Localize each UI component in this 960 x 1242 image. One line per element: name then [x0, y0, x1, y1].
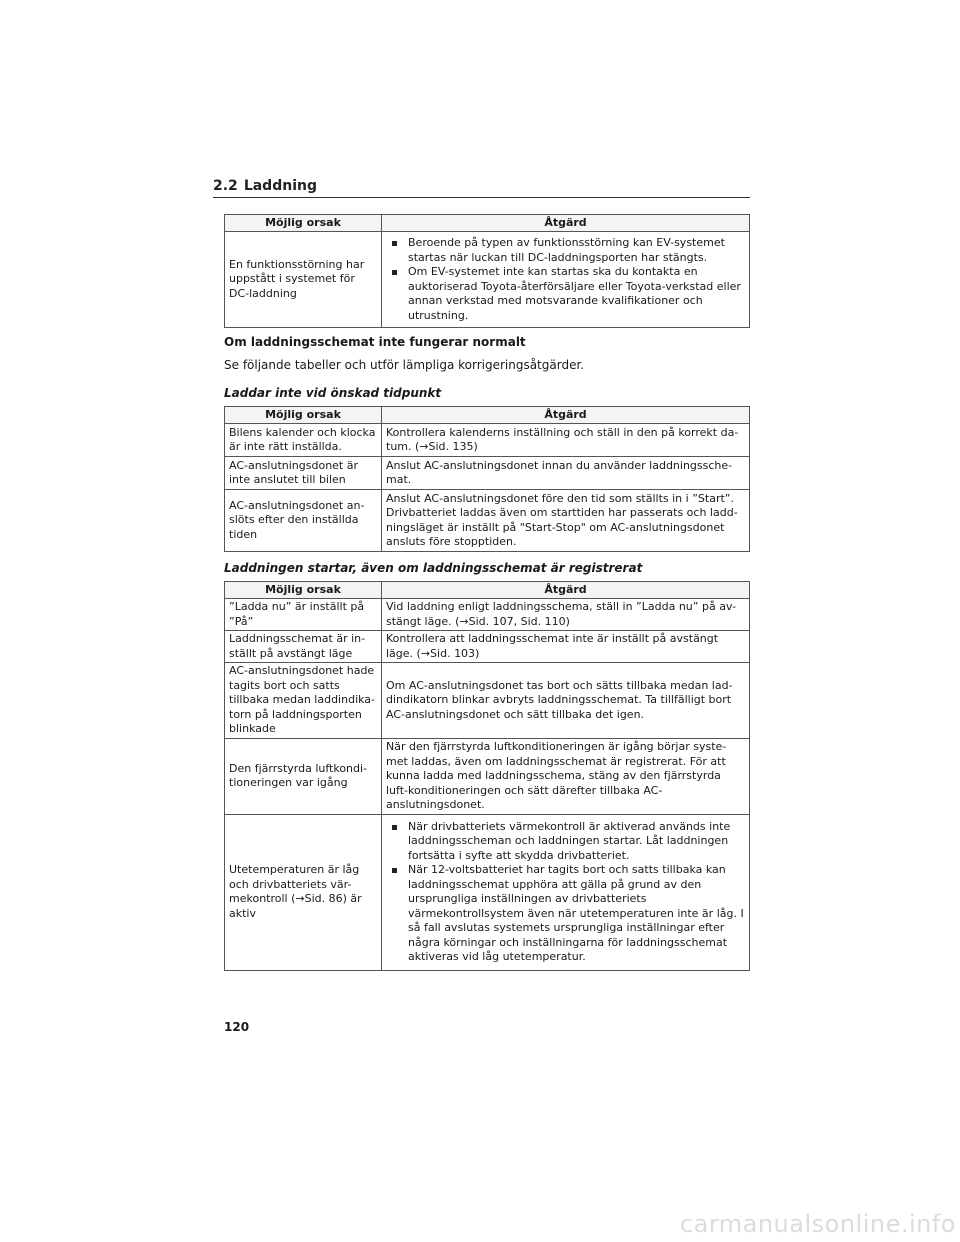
table-row — [225, 599, 750, 631]
cell-cause: Laddningsschemat är in-ställt på avstängt läge — [225, 631, 382, 663]
header-cause: Möjlig orsak — [225, 215, 382, 232]
section-header — [213, 178, 750, 198]
cell-action: Vid laddning enligt laddningsschema, ställ in ”Ladda nu” på av-stängt läge. (→Sid. 107, Sid. 110) — [382, 599, 750, 631]
table-row — [225, 424, 750, 457]
watermark-text: carmanualsonline.info — [679, 1210, 956, 1238]
bullet-item: När drivbatteriets värmekontroll är aktiverad används inte laddningsscheman och laddningen startar. Låt laddningen fortsätta i syfte att skydda drivbatteriet. — [386, 820, 745, 864]
cell-action: När den fjärrstyrda luftkonditioneringen är igång börjar syste-met laddas, även om laddningsschemat är registrerat. För att kunna ladda med laddningsschema, stäng av den fjärrstyrda luft-konditioneringen och sätt därefter tillbaka AC-anslutningsdonet. — [382, 739, 750, 815]
header-cause: Möjlig orsak — [225, 582, 382, 599]
bullet-list — [386, 820, 745, 965]
page-number: 120 — [224, 1020, 250, 1034]
header-action: Åtgärd — [382, 407, 750, 424]
table-header-row — [225, 215, 750, 232]
table-header-row — [225, 582, 750, 599]
table-row — [225, 457, 750, 490]
section-number: 2.2 — [213, 178, 238, 194]
table-header-row — [225, 407, 750, 424]
cell-cause: ”Ladda nu” är inställt på ”På” — [225, 599, 382, 631]
cell-action: Om AC-anslutningsdonet tas bort och sätts tillbaka medan lad-dindikatorn blinkar avbryts laddningsschemat. Ta tillfälligt bort AC-anslutningsdonet och sätt tillbaka det igen. — [382, 663, 750, 739]
cell-action: Kontrollera kalenderns inställning och ställ in den på korrekt da-tum. (→Sid. 135) — [382, 424, 750, 457]
table-row — [225, 232, 750, 328]
cell-action — [382, 232, 750, 328]
table-row — [225, 814, 750, 970]
header-cause: Möjlig orsak — [225, 407, 382, 424]
header-action: Åtgärd — [382, 215, 750, 232]
bullet-item: När 12-voltsbatteriet har tagits bort och satts tillbaka kan laddningsschemat upphöra att gälla på grund av den ursprungliga inställningen av drivbatteriets värmekontrollsystem även när utetemperaturen inte är låg. I så fall avslutas systemets ursprungliga inställningar efter några körningar och inställningarna för laddningsschemat aktiveras vid låg utetemperatur. — [386, 863, 745, 965]
cell-cause: AC-anslutningsdonet an-slöts efter den inställda tiden — [225, 490, 382, 552]
cell-cause: Den fjärrstyrda luftkondi-tioneringen var igång — [225, 739, 382, 815]
cell-cause: AC-anslutningsdonet hade tagits bort och satts tillbaka medan laddindika-torn på laddningsporten blinkade — [225, 663, 382, 739]
bullet-item: Om EV-systemet inte kan startas ska du kontakta en auktoriserad Toyota-återförsäljare eller Toyota-verkstad eller annan verkstad med motsvarande kvalifikationer och utrustning. — [386, 265, 745, 323]
cell-action: Anslut AC-anslutningsdonet innan du använder laddningssche-mat. — [382, 457, 750, 490]
table-dc-charging — [224, 214, 750, 328]
table-not-charging — [224, 406, 750, 552]
header-action: Åtgärd — [382, 582, 750, 599]
table-starts-anyway — [224, 581, 750, 971]
cell-action: Anslut AC-anslutningsdonet före den tid som ställts in i ”Start”. Drivbatteriet laddas även om starttiden har passerats och ladd-ningsläget är inställt på "Start-Stop" om AC-anslutningsdonet ansluts före stopptiden. — [382, 490, 750, 552]
cell-cause: En funktionsstörning har uppstått i systemet för DC-laddning — [225, 232, 382, 328]
bullet-list — [386, 236, 745, 323]
subheading-starts-anyway: Laddningen startar, även om laddningsschemat är registrerat — [224, 561, 643, 575]
cell-action: Kontrollera att laddningsschemat inte är inställt på avstängt läge. (→Sid. 103) — [382, 631, 750, 663]
cell-cause: Bilens kalender och klocka är inte rätt inställda. — [225, 424, 382, 457]
table-row — [225, 739, 750, 815]
intro-text: Se följande tabeller och utför lämpliga korrigeringsåtgärder. — [224, 358, 585, 372]
cell-action — [382, 814, 750, 970]
table-row — [225, 490, 750, 552]
cell-cause: Utetemperaturen är låg och drivbatteriets vär-mekontroll (→Sid. 86) är aktiv — [225, 814, 382, 970]
subheading-not-charging: Laddar inte vid önskad tidpunkt — [224, 386, 442, 400]
cell-cause: AC-anslutningsdonet är inte anslutet till bilen — [225, 457, 382, 490]
bullet-item: Beroende på typen av funktionsstörning kan EV-systemet startas när luckan till DC-laddningsporten har stängts. — [386, 236, 745, 265]
section-title: Laddning — [243, 178, 317, 194]
table-row — [225, 631, 750, 663]
table-row — [225, 663, 750, 739]
heading-schedule-abnormal: Om laddningsschemat inte fungerar normalt — [224, 335, 526, 349]
